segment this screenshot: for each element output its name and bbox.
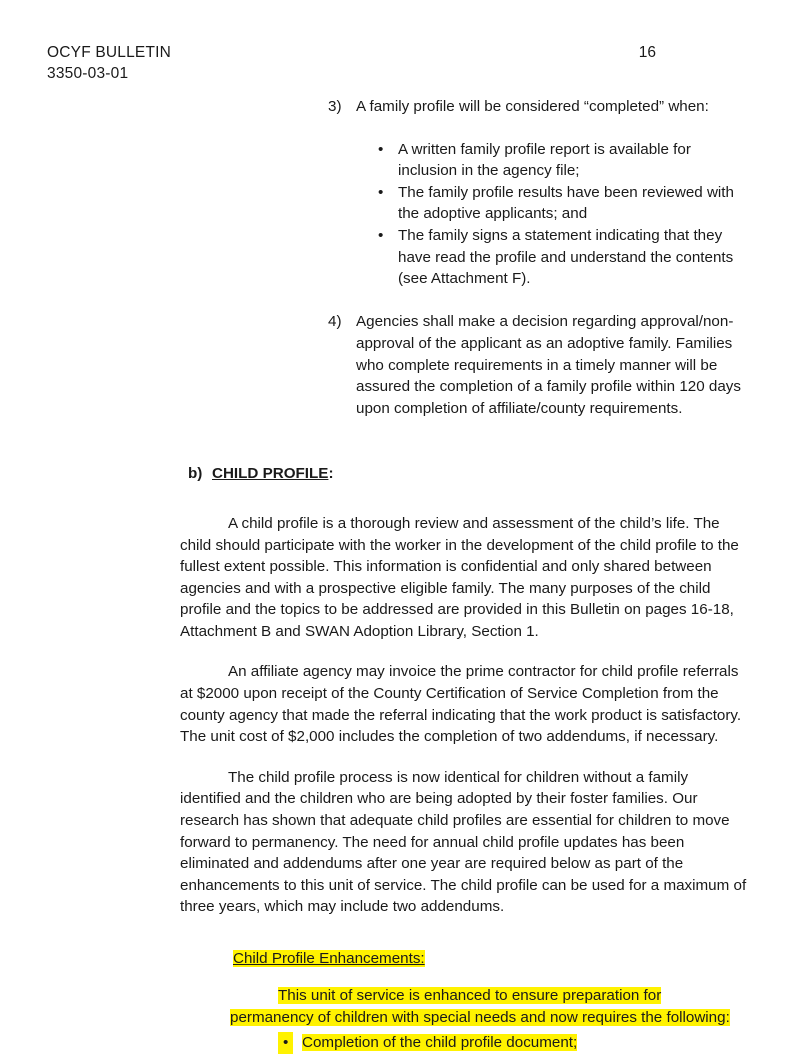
bullet-icon: • bbox=[378, 226, 384, 244]
section-heading-colon: : bbox=[328, 465, 334, 483]
body-paragraph: A child profile is a thorough review and assessment of the child’s life. The child should participate with the worker in the development of the child profile to the fullest extent possible. This information is confidential and only shared between agencies and with a prospective eligible family. The many purposes of the child profile and the topics to be addressed are provided in this Bulletin on pages 16-18, Attachment B and SWAN Adoption Library, Section 1. bbox=[180, 514, 739, 640]
highlighted-heading-text: Child Profile Enhancements: bbox=[233, 950, 425, 967]
bulletin-number: 3350-03-01 bbox=[47, 65, 129, 82]
document-body bbox=[0, 96, 791, 1054]
section-heading-text: CHILD PROFILE bbox=[212, 465, 329, 483]
highlighted-paragraph bbox=[0, 985, 791, 1030]
page-number: 16 bbox=[638, 44, 656, 61]
bullet-item bbox=[378, 225, 748, 290]
header-identifier bbox=[47, 42, 171, 84]
body-paragraph: An affiliate agency may invoice the prime contractor for child profile referrals at $2000 upon receipt of the County Certification of Service Completion from the county agency that made the referral indicating that the work product is satisfactory. The unit cost of $2,000 includes the completion of two addendums, if necessary. bbox=[180, 663, 742, 746]
bullet-list bbox=[356, 139, 748, 290]
list-item-text: A family profile will be considered “completed” when: bbox=[356, 98, 709, 115]
numbered-item-4 bbox=[328, 311, 748, 419]
bullet-text: A written family profile report is available for inclusion in the agency file; bbox=[398, 140, 691, 180]
body-paragraph: The child profile process is now identical for children without a family identified and the children who are being adopted by their foster families. Our research has shown that adequate child profiles are essential for children to move forward to permanency. The need for annual child profile updates has been eliminated and addendums after one year are required below as part of the enhancements to this unit of service. The child profile can be used for a maximum of three years, which may include two addendums. bbox=[180, 768, 747, 916]
bullet-icon: • bbox=[378, 140, 384, 158]
bullet-text: The family signs a statement indicating that they have read the profile and understand the contents (see Attachment F). bbox=[398, 226, 734, 288]
page-header bbox=[47, 42, 744, 86]
list-marker: 4) bbox=[328, 313, 342, 331]
highlighted-bullet-list bbox=[0, 1032, 791, 1054]
highlighted-bullet-item bbox=[278, 1032, 791, 1054]
bullet-item bbox=[378, 139, 748, 182]
list-item-text: Agencies shall make a decision regarding approval/non-approval of the applicant as an adoptive family. Families who complete requirements in a timely manner will be assured the completion of a family profile within 120 days upon completion of affiliate/county requirements. bbox=[356, 313, 741, 417]
bullet-text: The family profile results have been reviewed with the adoptive applicants; and bbox=[398, 183, 734, 223]
bullet-icon: • bbox=[378, 183, 384, 201]
section-marker: b) bbox=[188, 465, 203, 483]
numbered-item-3 bbox=[328, 96, 748, 290]
highlighted-heading bbox=[0, 948, 791, 970]
highlighted-paragraph-text: This unit of service is enhanced to ensure preparation for permanency of children with special needs and now requires the following: bbox=[230, 986, 730, 1027]
numbered-list bbox=[0, 96, 791, 419]
section-heading-child-profile bbox=[0, 463, 791, 485]
highlighted-bullet-text: Completion of the child profile document; bbox=[302, 1033, 578, 1051]
list-marker: 3) bbox=[328, 98, 342, 115]
bulletin-title: OCYF BULLETIN bbox=[47, 44, 172, 61]
bullet-item bbox=[378, 182, 748, 225]
bullet-icon: • bbox=[278, 1032, 293, 1054]
